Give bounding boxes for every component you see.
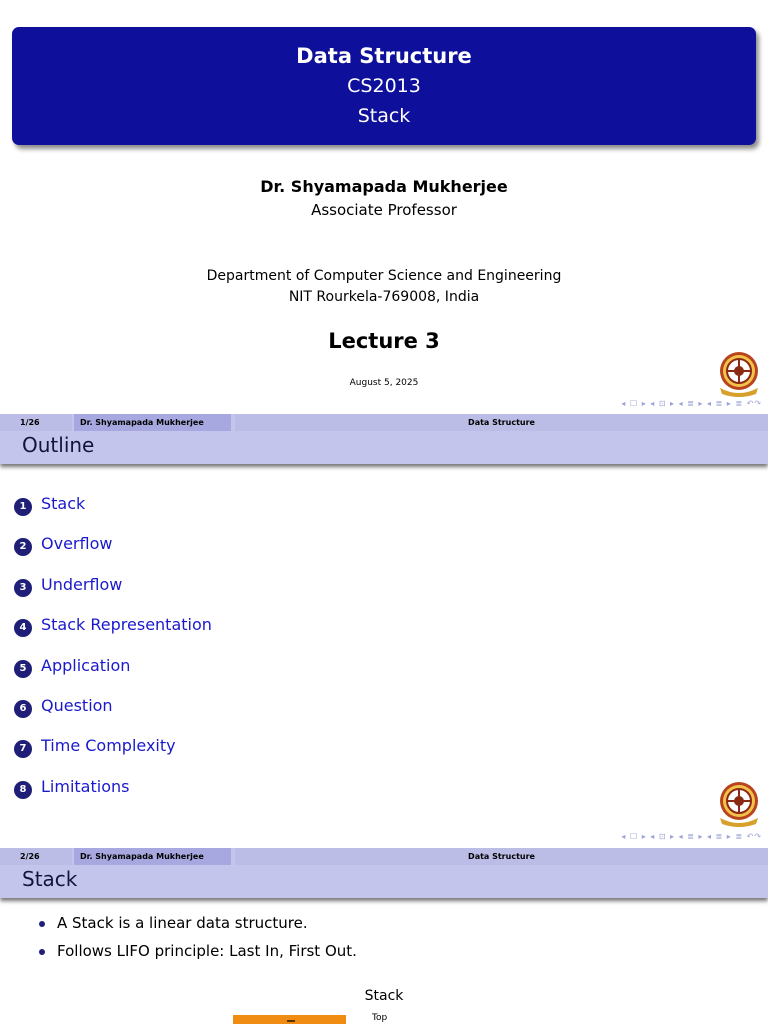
lecture-number: Lecture 3	[328, 329, 440, 353]
page-number: 2/26	[0, 848, 72, 865]
info-title: Data Structure	[235, 848, 768, 865]
nit-rourkela-logo-icon	[716, 780, 762, 828]
info-title: Data Structure	[235, 414, 768, 431]
info-author: Dr. Shyamapada Mukherjee	[74, 414, 231, 431]
course-code: CS2013	[347, 75, 421, 97]
outline-link[interactable]: Stack	[41, 494, 86, 513]
item-number: 5	[14, 660, 32, 678]
outline-link[interactable]: Underflow	[41, 574, 123, 594]
frame-title: Stack	[22, 867, 78, 891]
lecture-topic: Stack	[357, 105, 411, 127]
bullet-item	[38, 942, 357, 970]
outline-link[interactable]: Question	[41, 695, 113, 715]
date: August 5, 2025	[349, 378, 419, 388]
header-bar	[0, 848, 768, 898]
department: Department of Computer Science and Engineering	[206, 268, 562, 284]
stack-top-label: Top	[372, 1013, 388, 1023]
item-number: 6	[14, 700, 32, 718]
bullet-text: Follows LIFO principle: Last In, First Out.	[57, 942, 357, 960]
frame-title: Outline	[22, 433, 95, 457]
author-role: Associate Professor	[311, 201, 457, 219]
bullet-icon	[39, 949, 45, 955]
info-line	[0, 848, 768, 865]
figure-caption: Stack	[364, 988, 404, 1004]
title-slide	[0, 0, 768, 414]
outline-link[interactable]: Time Complexity	[41, 736, 176, 756]
item-number: 1	[14, 498, 32, 516]
outline-link[interactable]: Overflow	[41, 534, 113, 554]
info-author: Dr. Shyamapada Mukherjee	[74, 848, 231, 865]
outline-link[interactable]: Application	[41, 655, 131, 675]
beamer-navigation[interactable]: ◂ ☐ ▸ ◂ ⊡ ▸ ◂ ≣ ▸ ◂ ≣ ▸ ≣ ↶↷	[621, 399, 762, 408]
item-number: 4	[14, 619, 32, 637]
bullet-item	[38, 914, 357, 942]
bullet-icon	[39, 921, 45, 927]
page-number: 1/26	[0, 414, 72, 431]
beamer-navigation[interactable]: ◂ ☐ ▸ ◂ ⊡ ▸ ◂ ≣ ▸ ◂ ≣ ▸ ≣ ↶↷	[621, 832, 762, 841]
stack-element-mark	[287, 1020, 295, 1022]
presentation-title: Data Structure	[296, 44, 472, 68]
item-number: 3	[14, 579, 32, 597]
outline-slide	[0, 414, 768, 848]
item-number: 7	[14, 740, 32, 758]
info-line	[0, 414, 768, 431]
bullet-list	[38, 914, 357, 970]
title-block	[12, 27, 756, 145]
outline-link[interactable]: Stack Representation	[41, 615, 212, 635]
nit-rourkela-logo-icon	[716, 350, 762, 398]
author-name: Dr. Shyamapada Mukherjee	[260, 177, 508, 196]
stack-slide	[0, 848, 768, 1024]
item-number: 2	[14, 538, 32, 556]
institute: NIT Rourkela-769008, India	[288, 289, 480, 305]
header-bar	[0, 414, 768, 464]
bullet-text: A Stack is a linear data structure.	[57, 914, 308, 932]
outline-link[interactable]: Limitations	[41, 776, 130, 796]
item-number: 8	[14, 781, 32, 799]
